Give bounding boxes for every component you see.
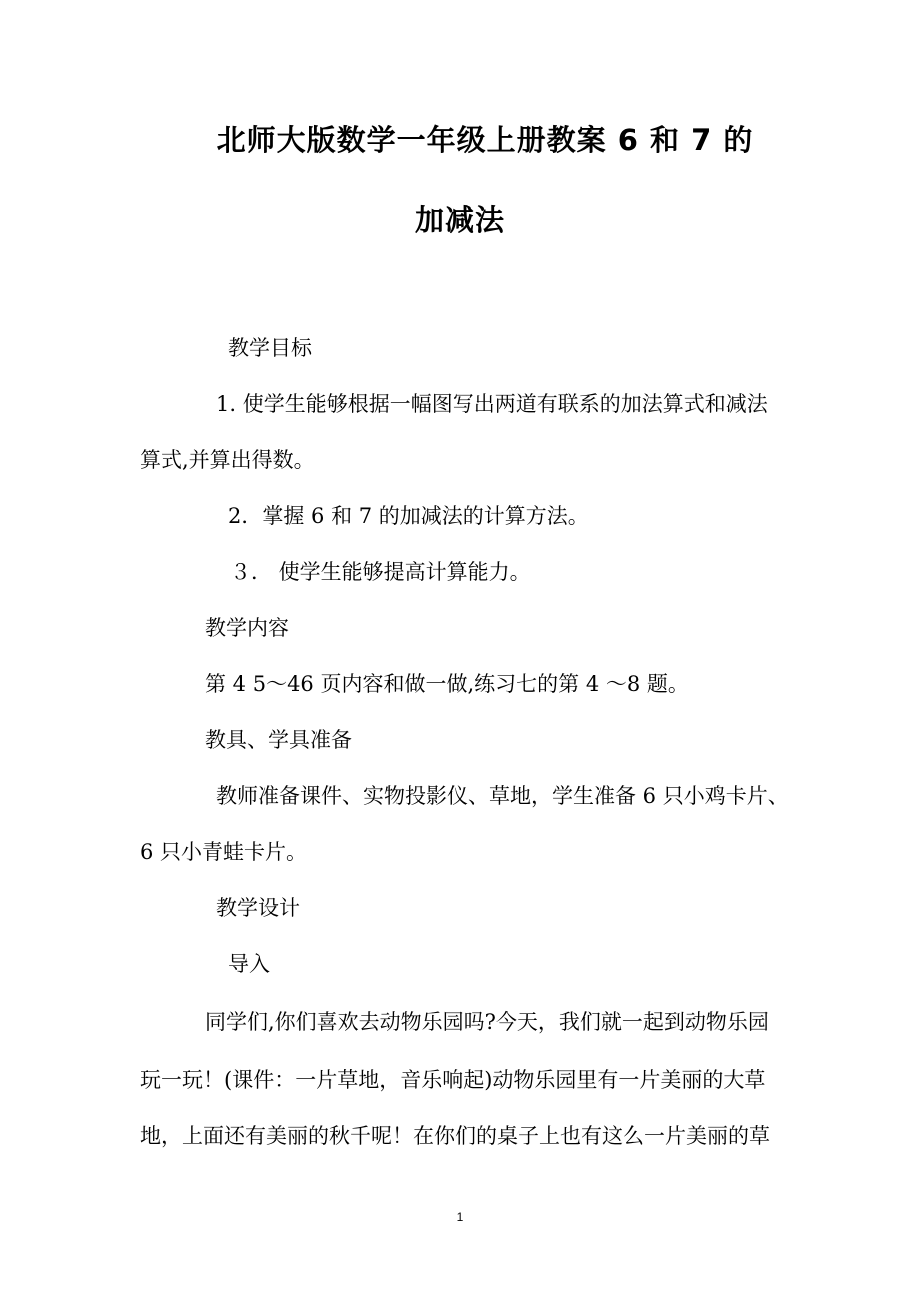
paragraph-introduction-continued-1: 玩一玩！(课件：一片草地，音乐响起)动物乐园里有一片美丽的大草 (140, 1068, 766, 1092)
heading-teaching-goals: 教学目标 (228, 336, 312, 360)
paragraph-introduction: 同学们,你们喜欢去动物乐园吗?今天，我们就一起到动物乐园 (205, 1010, 769, 1034)
paragraph-goal-3: ３． 使学生能够提高计算能力。 (230, 560, 531, 584)
heading-teaching-content: 教学内容 (205, 616, 289, 640)
document-title-line-2: 加减法 (414, 203, 505, 237)
page-number: 1 (456, 1210, 464, 1224)
heading-teaching-design: 教学设计 (216, 896, 300, 920)
paragraph-goal-2: 2．掌握 6 和 7 的加减法的计算方法。 (228, 504, 589, 528)
paragraph-materials-continued: 6 只小青蛙卡片。 (140, 840, 308, 864)
document-title-line-1: 北师大版数学一年级上册教案 6 和 7 的 (216, 123, 754, 157)
paragraph-introduction-continued-2: 地，上面还有美丽的秋千呢！在你们的桌子上也有这么一片美丽的草 (140, 1124, 770, 1148)
paragraph-goal-1: 1. 使学生能够根据一幅图写出两道有联系的加法算式和减法 (216, 392, 768, 416)
heading-introduction: 导入 (228, 952, 270, 976)
paragraph-materials: 教师准备课件、实物投影仪、草地，学生准备 6 只小鸡卡片、 (216, 784, 789, 808)
paragraph-teaching-content: 第 4 5～46 页内容和做一做,练习七的第 4 ～8 题。 (205, 672, 689, 696)
heading-materials: 教具、学具准备 (205, 728, 352, 752)
paragraph-goal-1-continued: 算式,并算出得数。 (140, 448, 315, 472)
